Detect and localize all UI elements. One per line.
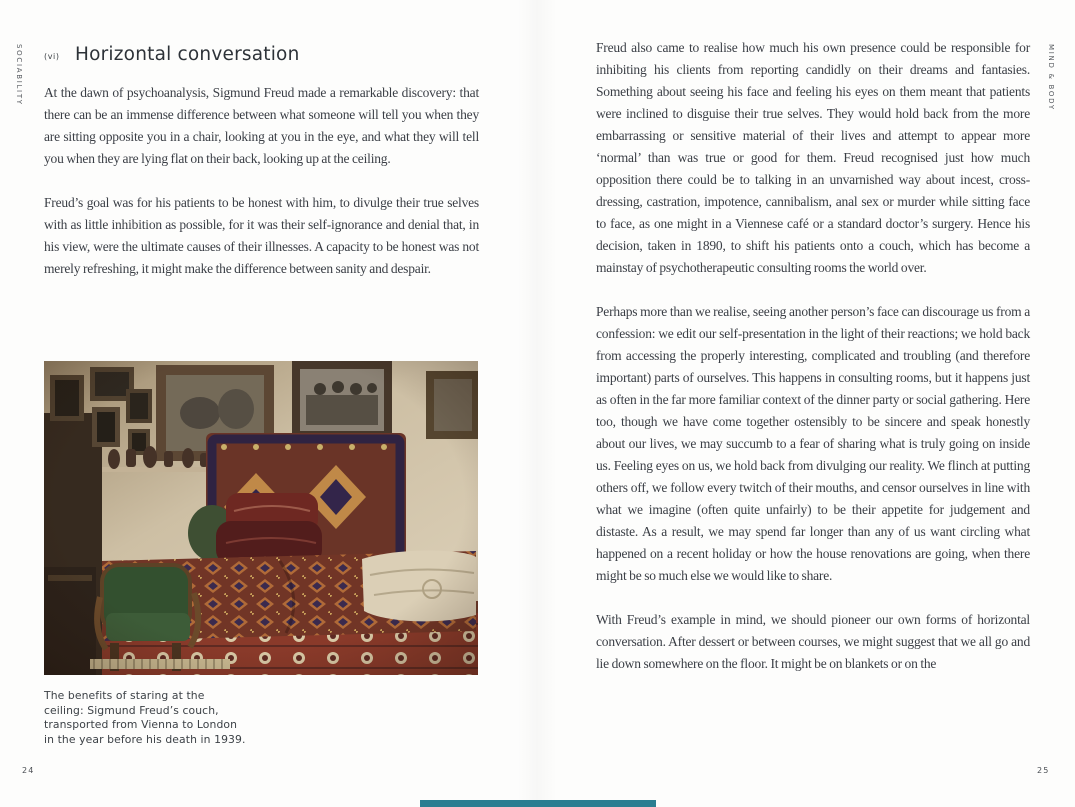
right-page-text-column [596,37,1030,697]
left-page-text-column [44,82,479,302]
paragraph: Freud’s goal was for his patients to be honest with him, to divulge their true selves with as little inhibition as possible, for it was their self-ignorance and denial that, in his view, were the ultimate causes of their illnesses. A capacity to be honest was not merely refreshing, it might make the difference between sanity and despair. [44,195,479,276]
left-margin-chapter-label: SOCIABILITY [15,44,23,106]
paragraph: Freud also came to realise how much his own presence could be responsible for inhibiting his clients from reporting candidly on their dreams and fantasies. Something about seeing his face and feeling his eyes on them meant that patients were inclined to disguise their true selves. They would hold back from the more embarrassing or sensitive material of their lives and attempt to appear more ‘normal’ than was true or good for them. Freud recognised just how much opposition there could be to talking in an unvarnished way about incest, cross-dressing, castration, impotence, cannibalism, anal sex or murder while sitting face to face, as one might in a Viennese café or a standard doctor’s surgery. Hence his decision, taken in 1890, to shift his patients onto a couch, which has become a mainstay of psychotherapeutic consulting rooms the world over. [596,40,1030,275]
page-title: Horizontal conversation [75,44,300,65]
paragraph: At the dawn of psychoanalysis, Sigmund Freud made a remarkable discovery: that there can be an immense difference between what someone will tell you when they are sitting opposite you in a chair, looking at you in the eye, and what they will tell you when they are lying flat on their back, looking up at the ceiling. [44,85,479,166]
right-page-number: 25 [1037,766,1050,775]
freud-couch-photo [44,361,478,675]
photo-caption-line: The benefits of staring at the [44,689,205,702]
freud-couch-photo-illustration [44,361,478,675]
paragraph: Perhaps more than we realise, seeing another person’s face can discourage us from a confession: we edit our self-presentation in the light of their reactions; we hold back from accessing the properly interesting, complicated and troubling (and therefore important) parts of ourselves. This happens in consulting rooms, but it happens just as often in the far more familiar context of the dinner party or social gathering. Here too, though we have come together ostensibly to be sincere and speak honestly about our lives, we may succumb to a fear of sharing what is truly going on inside us. Feeling eyes on us, we hold back from divulging our reality. We flinch at putting others off, we follow every twitch of their mouths, and censor ourselves in line with what we imagine (often quite unfairly) to be their appetite for judgement and distaste. As a result, we may spend far longer than any of us want circling what happened on a recent holiday or how the house renovations are going, when there might be so much else we would like to share. [596,304,1030,583]
paragraph: With Freud’s example in mind, we should pioneer our own forms of horizontal conversation. After dessert or between courses, we might suggest that we all go and lie down somewhere on the floor. It might be on blankets or on the [596,612,1030,671]
photo-caption-line: ceiling: Sigmund Freud’s couch, [44,703,219,717]
left-page-number: 24 [22,766,35,775]
right-margin-chapter-label: MIND & BODY [1047,44,1055,111]
photo-caption-line: transported from Vienna to London [44,718,238,732]
photo-caption [44,689,246,747]
page-gutter-shadow [517,0,557,807]
section-number-marker: (vi) [44,52,60,61]
bottom-accent-bar [420,800,656,807]
photo-caption-line: in the year before his death in 1939. [44,732,246,746]
